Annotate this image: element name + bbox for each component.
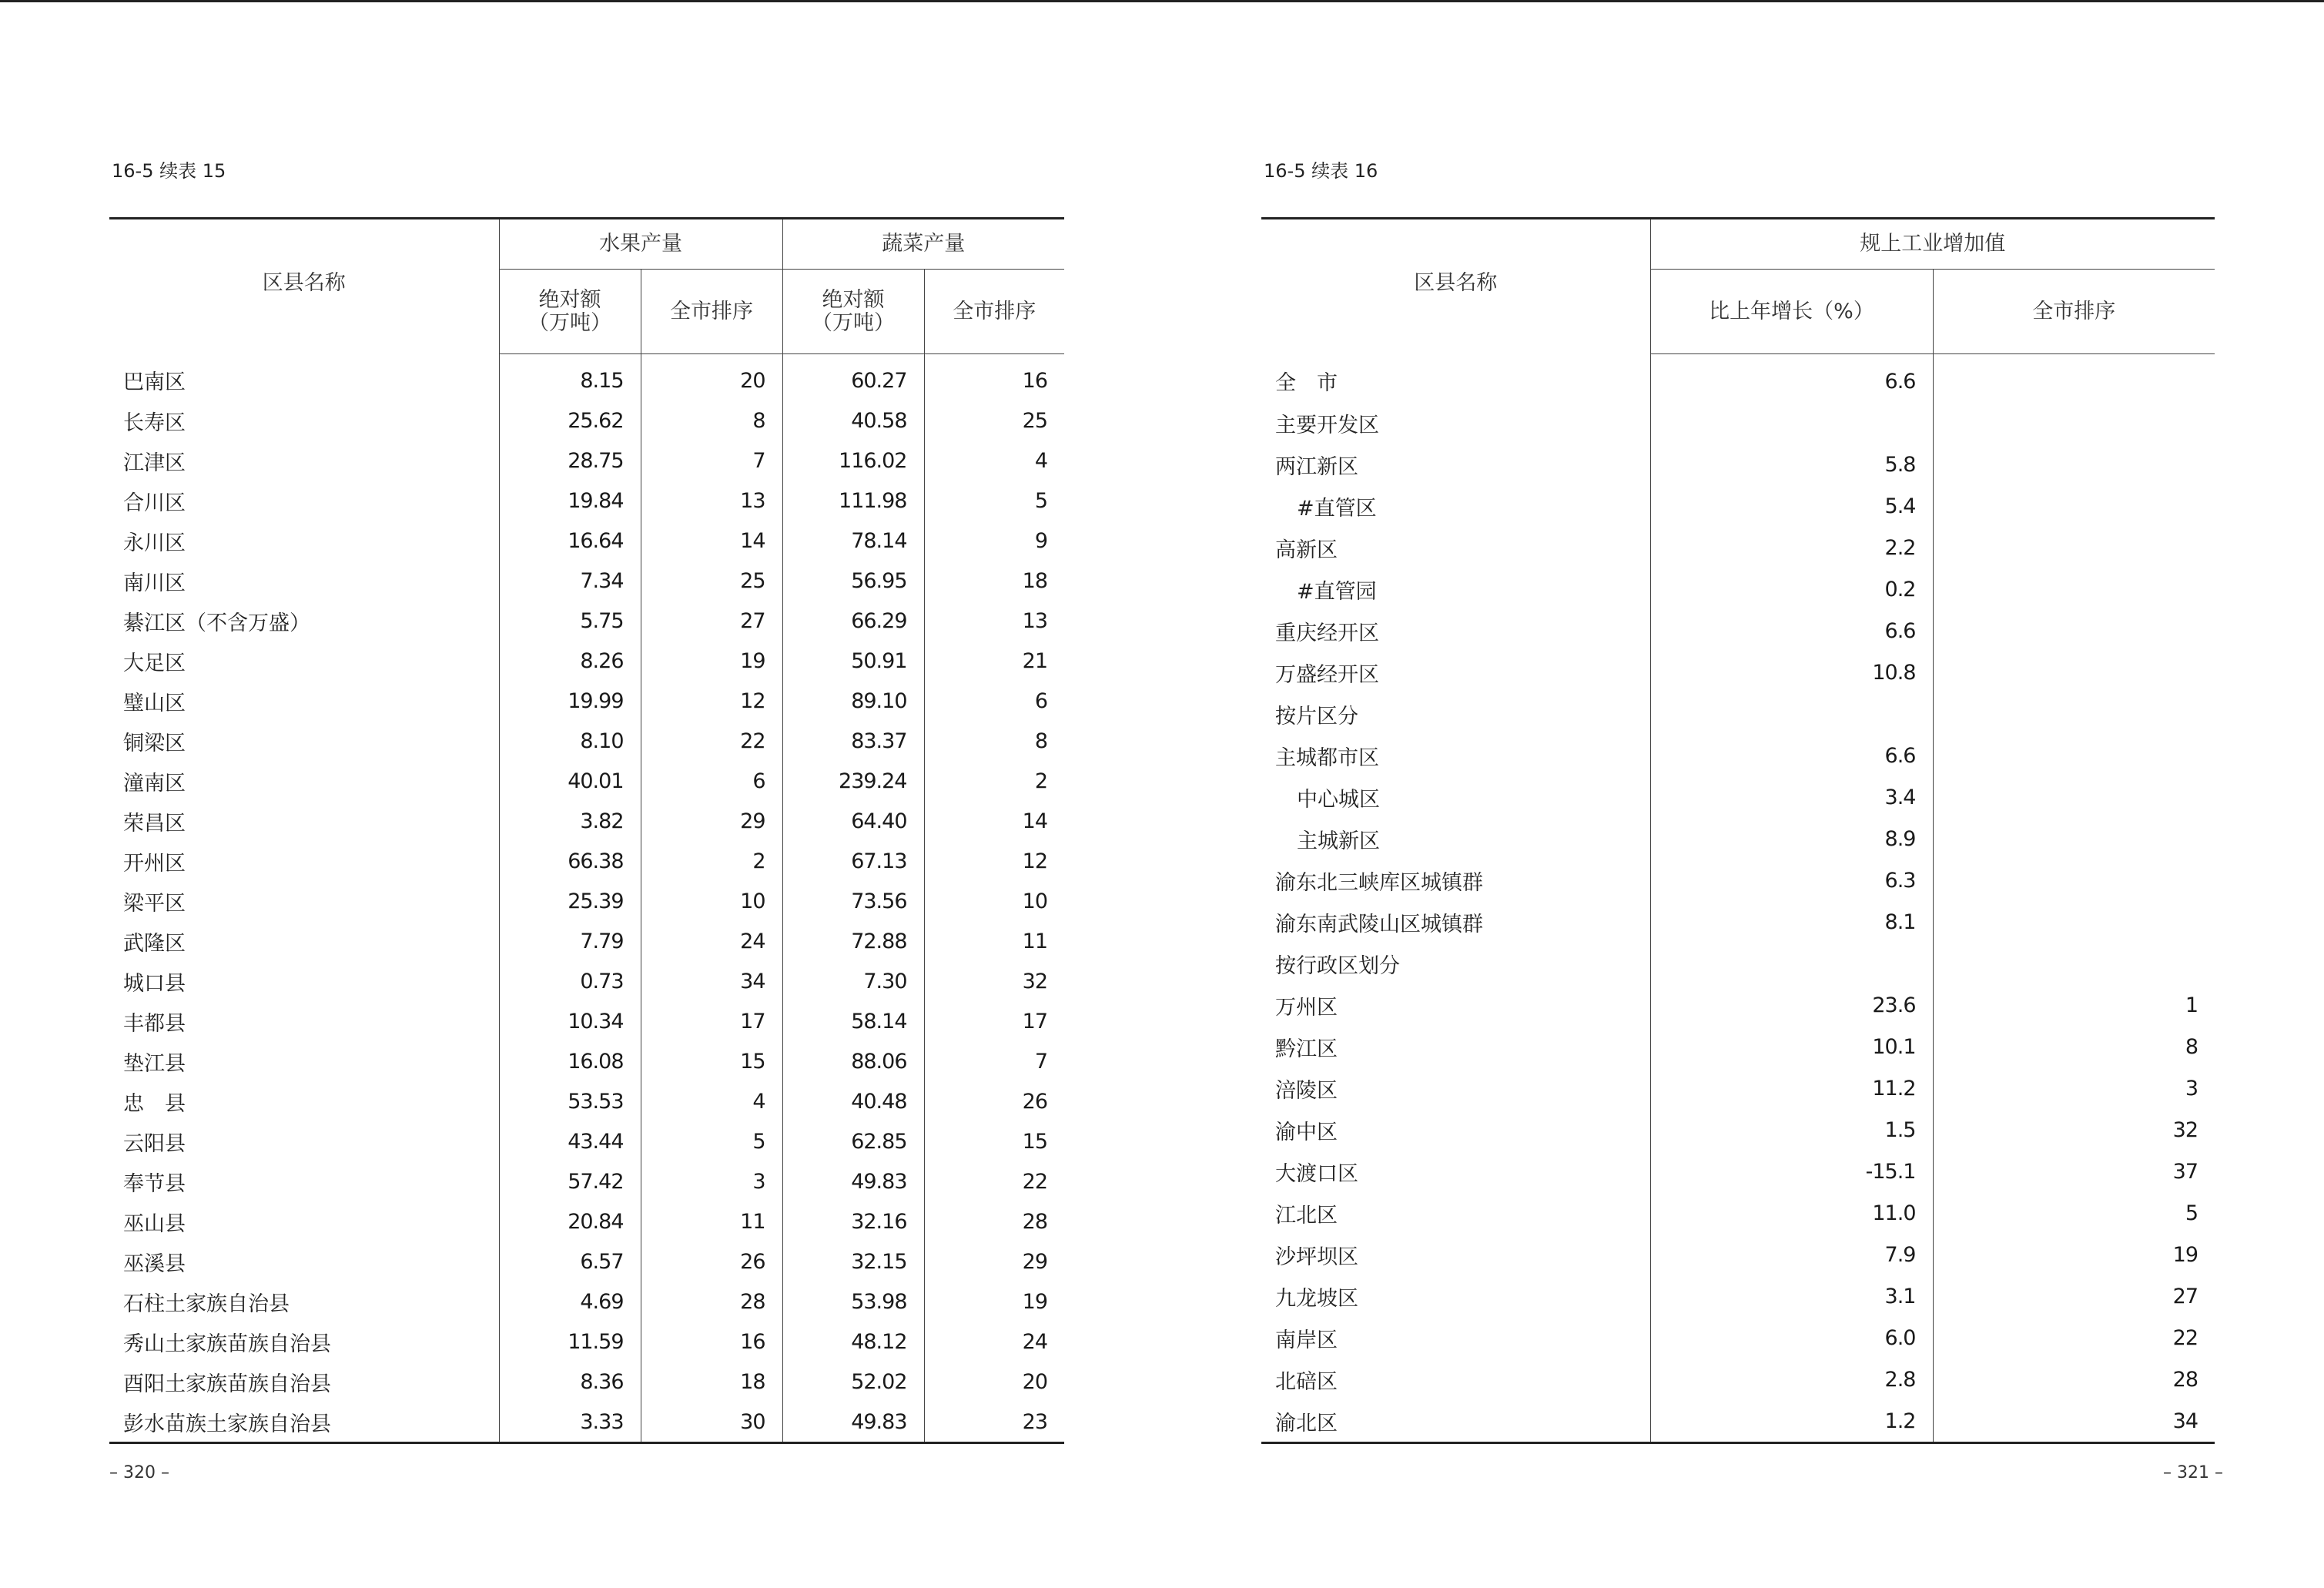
vegetable-rank-value: 25 (924, 400, 1064, 441)
abs-unit: （万吨） (528, 310, 611, 335)
fruit-rank-value: 4 (641, 1081, 782, 1121)
table-row (1261, 984, 2215, 1026)
district-name: 彭水苗族土家族自治县 (109, 1402, 499, 1443)
vegetable-output-value: 83.37 (782, 721, 924, 761)
vegetable-rank-value: 20 (924, 1362, 1064, 1402)
district-name: 奉节县 (123, 1171, 186, 1196)
table-row (109, 1362, 1064, 1402)
vegetable-rank-value: 26 (924, 1081, 1064, 1121)
rank-header: 全市排序 (1933, 270, 2215, 354)
fruit-output-value: 0.73 (499, 961, 641, 1001)
vegetable-output-value: 49.83 (782, 1161, 924, 1201)
district-name: 渝东南武陵山区城镇群 (1275, 912, 1483, 936)
growth-value: 23.6 (1650, 984, 1933, 1026)
growth-header: 比上年增长（%） (1650, 270, 1933, 354)
vegetable-output-value: 32.15 (782, 1241, 924, 1281)
table-row (1261, 1067, 2215, 1109)
table-row (109, 801, 1064, 841)
fruit-output-value: 57.42 (499, 1161, 641, 1201)
district-name: 长寿区 (123, 410, 186, 435)
growth-value: 10.1 (1650, 1026, 1933, 1067)
fruit-output-value: 3.33 (499, 1402, 641, 1443)
table-row (109, 841, 1064, 881)
fruit-output-value: 11.59 (499, 1322, 641, 1362)
table-row (109, 601, 1064, 641)
fruit-output-value: 7.79 (499, 921, 641, 961)
vegetable-rank-value: 7 (924, 1041, 1064, 1081)
growth-value: 8.9 (1650, 818, 1933, 859)
fruit-output-value: 5.75 (499, 601, 641, 641)
fruit-rank-value: 22 (641, 721, 782, 761)
fruit-rank-value: 3 (641, 1161, 782, 1201)
right-page (1162, 0, 2324, 1588)
fruit-rank-value: 26 (641, 1241, 782, 1281)
fruit-output-value: 10.34 (499, 1001, 641, 1041)
vegetable-rank-value: 8 (924, 721, 1064, 761)
industrial-value-added-table (1261, 217, 2215, 1444)
vegetable-rank-value: 2 (924, 761, 1064, 801)
vegetable-output-value: 72.88 (782, 921, 924, 961)
growth-value (1650, 943, 1933, 984)
district-name: 梁平区 (123, 891, 186, 916)
table-row (1261, 1109, 2215, 1151)
vegetable-output-value: 116.02 (782, 441, 924, 481)
fruit-vegetable-rows (109, 354, 1064, 1443)
table-row (1261, 943, 2215, 984)
fruit-output-value: 66.38 (499, 841, 641, 881)
district-name: 荣昌区 (123, 811, 186, 836)
district-name: 渝中区 (1275, 1120, 1338, 1144)
fruit-rank-value: 30 (641, 1402, 782, 1443)
growth-value: 11.0 (1650, 1192, 1933, 1234)
fruit-rank-value: 19 (641, 641, 782, 681)
district-name: 城口县 (123, 971, 186, 996)
district-name: 巫山县 (123, 1211, 186, 1236)
rank-value (1933, 610, 2215, 652)
fruit-output-value: 25.62 (499, 400, 641, 441)
fruit-rank-value: 27 (641, 601, 782, 641)
abs-label: 绝对额 (538, 287, 601, 312)
rank-value: 3 (1933, 1067, 2215, 1109)
district-name: 江津区 (123, 451, 186, 475)
table-row (109, 921, 1064, 961)
table-row (1261, 901, 2215, 943)
district-name: 渝东北三峡库区城镇群 (1275, 870, 1483, 895)
fruit-rank-value: 28 (641, 1281, 782, 1322)
fruit-rank-value: 13 (641, 481, 782, 521)
district-name: 綦江区（不含万盛） (123, 611, 310, 635)
abs-unit: （万吨） (812, 310, 895, 335)
veg-rank-header: 全市排序 (924, 270, 1064, 354)
vegetable-output-value: 7.30 (782, 961, 924, 1001)
rank-value (1933, 859, 2215, 901)
table-row (109, 1081, 1064, 1121)
district-name: #直管区 (1297, 496, 1377, 521)
vegetable-rank-value: 29 (924, 1241, 1064, 1281)
district-name: 主城新区 (1297, 829, 1380, 853)
growth-value (1650, 693, 1933, 735)
fruit-rank-value: 7 (641, 441, 782, 481)
fruit-output-value: 16.08 (499, 1041, 641, 1081)
district-name: 两江新区 (1275, 454, 1358, 479)
rank-value: 32 (1933, 1109, 2215, 1151)
vegetable-rank-value: 16 (924, 354, 1064, 401)
table-row (1261, 693, 2215, 735)
fruit-vegetable-table (109, 217, 1064, 1444)
fruit-output-value: 19.84 (499, 481, 641, 521)
table-row (109, 1322, 1064, 1362)
district-name: 秀山土家族苗族自治县 (123, 1332, 331, 1356)
vegetable-output-header: 蔬菜产量 (782, 219, 1064, 270)
table-row (1261, 1317, 2215, 1359)
page-number: – 320 – (109, 1463, 169, 1482)
district-name: 涪陵区 (1275, 1078, 1338, 1103)
growth-value: 5.8 (1650, 444, 1933, 485)
table-row (109, 1161, 1064, 1201)
district-name: 大渡口区 (1275, 1161, 1358, 1186)
rank-value (1933, 527, 2215, 568)
district-name: 酉阳土家族苗族自治县 (123, 1372, 331, 1396)
vegetable-rank-value: 10 (924, 881, 1064, 921)
growth-value: 2.2 (1650, 527, 1933, 568)
growth-value: 2.8 (1650, 1359, 1933, 1400)
table-row (109, 721, 1064, 761)
table-row (1261, 859, 2215, 901)
vegetable-output-value: 89.10 (782, 681, 924, 721)
vegetable-output-value: 67.13 (782, 841, 924, 881)
vegetable-output-value: 32.16 (782, 1201, 924, 1241)
fruit-absolute-header (499, 270, 641, 354)
fruit-output-value: 7.34 (499, 561, 641, 601)
fruit-rank-value: 12 (641, 681, 782, 721)
vegetable-output-value: 78.14 (782, 521, 924, 561)
rank-value (1933, 693, 2215, 735)
vegetable-output-value: 56.95 (782, 561, 924, 601)
table-row (1261, 818, 2215, 859)
vegetable-output-value: 49.83 (782, 1402, 924, 1443)
rank-value: 28 (1933, 1359, 2215, 1400)
growth-value: 5.4 (1650, 485, 1933, 527)
growth-value: 6.3 (1650, 859, 1933, 901)
growth-value: -15.1 (1650, 1151, 1933, 1192)
growth-value (1650, 402, 1933, 444)
vegetable-rank-value: 24 (924, 1322, 1064, 1362)
table-row (109, 1041, 1064, 1081)
vegetable-output-value: 66.29 (782, 601, 924, 641)
veg-absolute-header (782, 270, 924, 354)
table-row (1261, 444, 2215, 485)
vegetable-output-value: 58.14 (782, 1001, 924, 1041)
rank-value (1933, 818, 2215, 859)
table-row (1261, 402, 2215, 444)
district-name: 合川区 (123, 491, 186, 515)
table-row (1261, 485, 2215, 527)
district-name: 主要开发区 (1275, 413, 1379, 437)
growth-value: 6.6 (1650, 735, 1933, 776)
vegetable-rank-value: 14 (924, 801, 1064, 841)
growth-value: 0.2 (1650, 568, 1933, 610)
district-name: 万盛经开区 (1275, 662, 1379, 687)
table-row (1261, 610, 2215, 652)
district-name: 全 市 (1275, 371, 1338, 396)
rank-value: 19 (1933, 1234, 2215, 1275)
fruit-rank-value: 17 (641, 1001, 782, 1041)
district-name-header: 区县名称 (109, 219, 499, 354)
fruit-rank-value: 14 (641, 521, 782, 561)
growth-value: 8.1 (1650, 901, 1933, 943)
table-row (109, 561, 1064, 601)
fruit-output-value: 3.82 (499, 801, 641, 841)
rank-value: 27 (1933, 1275, 2215, 1317)
rank-value (1933, 485, 2215, 527)
fruit-output-header: 水果产量 (499, 219, 782, 270)
district-name: 江北区 (1275, 1203, 1338, 1228)
district-name: 南岸区 (1275, 1328, 1338, 1352)
vegetable-output-value: 53.98 (782, 1281, 924, 1322)
district-name: 云阳县 (123, 1131, 186, 1156)
vegetable-output-value: 60.27 (782, 354, 924, 401)
table-row (109, 1241, 1064, 1281)
fruit-output-value: 28.75 (499, 441, 641, 481)
district-name: 巴南区 (123, 370, 186, 395)
district-name: 大足区 (123, 651, 186, 675)
district-name: 石柱土家族自治县 (123, 1292, 290, 1316)
table-row (109, 761, 1064, 801)
fruit-rank-value: 18 (641, 1362, 782, 1402)
fruit-output-value: 8.36 (499, 1362, 641, 1402)
table-row (1261, 1151, 2215, 1192)
vegetable-output-value: 73.56 (782, 881, 924, 921)
rank-value (1933, 402, 2215, 444)
vegetable-rank-value: 17 (924, 1001, 1064, 1041)
table-row (109, 441, 1064, 481)
district-name: 重庆经开区 (1275, 621, 1379, 645)
vegetable-rank-value: 21 (924, 641, 1064, 681)
table-row (109, 481, 1064, 521)
rank-value (1933, 652, 2215, 693)
vegetable-rank-value: 4 (924, 441, 1064, 481)
fruit-rank-value: 6 (641, 761, 782, 801)
industrial-rows (1261, 354, 2215, 1443)
vegetable-rank-value: 12 (924, 841, 1064, 881)
table-row (109, 881, 1064, 921)
fruit-rank-value: 25 (641, 561, 782, 601)
vegetable-output-value: 62.85 (782, 1121, 924, 1161)
district-name: 北碚区 (1275, 1369, 1338, 1394)
vegetable-rank-value: 6 (924, 681, 1064, 721)
table-row (109, 1201, 1064, 1241)
district-name: 永川区 (123, 531, 186, 555)
fruit-output-value: 40.01 (499, 761, 641, 801)
fruit-output-value: 8.10 (499, 721, 641, 761)
district-name: 南川区 (123, 571, 186, 595)
vegetable-output-value: 111.98 (782, 481, 924, 521)
rank-value: 22 (1933, 1317, 2215, 1359)
fruit-rank-value: 5 (641, 1121, 782, 1161)
vegetable-output-value: 40.48 (782, 1081, 924, 1121)
district-name: 黔江区 (1275, 1037, 1338, 1061)
rank-value (1933, 354, 2215, 403)
district-name: 璧山区 (123, 691, 186, 715)
district-name: 沙坪坝区 (1275, 1245, 1358, 1269)
table-row (109, 354, 1064, 401)
vegetable-output-value: 239.24 (782, 761, 924, 801)
rank-value (1933, 735, 2215, 776)
growth-value: 3.1 (1650, 1275, 1933, 1317)
fruit-rank-value: 16 (641, 1322, 782, 1362)
district-name-header: 区县名称 (1261, 219, 1650, 354)
rank-value: 8 (1933, 1026, 2215, 1067)
table-row (1261, 652, 2215, 693)
growth-value: 6.6 (1650, 610, 1933, 652)
vegetable-output-value: 64.40 (782, 801, 924, 841)
vegetable-rank-value: 11 (924, 921, 1064, 961)
vegetable-output-value: 50.91 (782, 641, 924, 681)
growth-value: 1.5 (1650, 1109, 1933, 1151)
rank-value: 34 (1933, 1400, 2215, 1443)
district-name: 垫江县 (123, 1051, 186, 1076)
rank-value (1933, 444, 2215, 485)
table-row (1261, 776, 2215, 818)
vegetable-rank-value: 23 (924, 1402, 1064, 1443)
district-name: 铜梁区 (123, 731, 186, 755)
vegetable-rank-value: 22 (924, 1161, 1064, 1201)
rank-value (1933, 776, 2215, 818)
fruit-output-value: 19.99 (499, 681, 641, 721)
table-row (109, 961, 1064, 1001)
fruit-rank-value: 29 (641, 801, 782, 841)
growth-value: 7.9 (1650, 1234, 1933, 1275)
table-row (1261, 568, 2215, 610)
table-row (1261, 1275, 2215, 1317)
rank-value (1933, 901, 2215, 943)
fruit-output-value: 53.53 (499, 1081, 641, 1121)
district-name: 丰都县 (123, 1011, 186, 1036)
vegetable-rank-value: 5 (924, 481, 1064, 521)
district-name: 中心城区 (1297, 787, 1380, 812)
growth-value: 6.6 (1650, 354, 1933, 403)
fruit-output-value: 8.26 (499, 641, 641, 681)
fruit-output-value: 8.15 (499, 354, 641, 401)
table-row (109, 681, 1064, 721)
table-row (109, 400, 1064, 441)
table-row (1261, 1359, 2215, 1400)
growth-value: 3.4 (1650, 776, 1933, 818)
fruit-rank-value: 2 (641, 841, 782, 881)
fruit-rank-value: 34 (641, 961, 782, 1001)
table-row (1261, 354, 2215, 403)
growth-value: 10.8 (1650, 652, 1933, 693)
table-row (1261, 1026, 2215, 1067)
growth-value: 1.2 (1650, 1400, 1933, 1443)
vegetable-rank-value: 32 (924, 961, 1064, 1001)
page-number: – 321 – (2163, 1463, 2223, 1482)
district-name: 忠 县 (123, 1091, 186, 1116)
fruit-output-value: 4.69 (499, 1281, 641, 1322)
table-row (109, 1001, 1064, 1041)
district-name: 主城都市区 (1275, 745, 1379, 770)
table-row (1261, 1400, 2215, 1443)
table-row (109, 1402, 1064, 1443)
rank-value: 37 (1933, 1151, 2215, 1192)
vegetable-rank-value: 18 (924, 561, 1064, 601)
district-name: 武隆区 (123, 931, 186, 956)
fruit-output-value: 16.64 (499, 521, 641, 561)
vegetable-rank-value: 28 (924, 1201, 1064, 1241)
district-name: 按行政区划分 (1275, 953, 1400, 978)
table-row (109, 1121, 1064, 1161)
table-row (1261, 735, 2215, 776)
table-title: 16-5 续表 16 (1264, 160, 1378, 182)
table-row (1261, 1192, 2215, 1234)
vegetable-rank-value: 19 (924, 1281, 1064, 1322)
industrial-value-added-header: 规上工业增加值 (1650, 219, 2215, 270)
fruit-rank-value: 8 (641, 400, 782, 441)
rank-value: 1 (1933, 984, 2215, 1026)
vegetable-rank-value: 13 (924, 601, 1064, 641)
district-name: 高新区 (1275, 538, 1338, 562)
rank-value (1933, 568, 2215, 610)
table-title: 16-5 续表 15 (112, 160, 226, 182)
district-name: 九龙坡区 (1275, 1286, 1358, 1311)
fruit-rank-value: 15 (641, 1041, 782, 1081)
vegetable-rank-value: 9 (924, 521, 1064, 561)
vegetable-output-value: 40.58 (782, 400, 924, 441)
fruit-output-value: 25.39 (499, 881, 641, 921)
vegetable-output-value: 88.06 (782, 1041, 924, 1081)
district-name: 巫溪县 (123, 1251, 186, 1276)
fruit-output-value: 6.57 (499, 1241, 641, 1281)
abs-label: 绝对额 (822, 287, 885, 312)
growth-value: 6.0 (1650, 1317, 1933, 1359)
growth-value: 11.2 (1650, 1067, 1933, 1109)
table-row (109, 521, 1064, 561)
fruit-rank-header: 全市排序 (641, 270, 782, 354)
vegetable-rank-value: 15 (924, 1121, 1064, 1161)
district-name: 按片区分 (1275, 704, 1358, 729)
district-name: 开州区 (123, 851, 186, 876)
fruit-output-value: 20.84 (499, 1201, 641, 1241)
district-name: #直管园 (1297, 579, 1377, 604)
district-name: 万州区 (1275, 995, 1338, 1020)
table-row (109, 641, 1064, 681)
fruit-rank-value: 24 (641, 921, 782, 961)
table-row (109, 1281, 1064, 1322)
fruit-rank-value: 10 (641, 881, 782, 921)
fruit-rank-value: 11 (641, 1201, 782, 1241)
vegetable-output-value: 48.12 (782, 1322, 924, 1362)
rank-value: 5 (1933, 1192, 2215, 1234)
table-row (1261, 1234, 2215, 1275)
fruit-output-value: 43.44 (499, 1121, 641, 1161)
fruit-rank-value: 20 (641, 354, 782, 401)
rank-value (1933, 943, 2215, 984)
district-name: 渝北区 (1261, 1400, 1650, 1443)
table-row (1261, 527, 2215, 568)
vegetable-output-value: 52.02 (782, 1362, 924, 1402)
district-name: 潼南区 (123, 771, 186, 796)
